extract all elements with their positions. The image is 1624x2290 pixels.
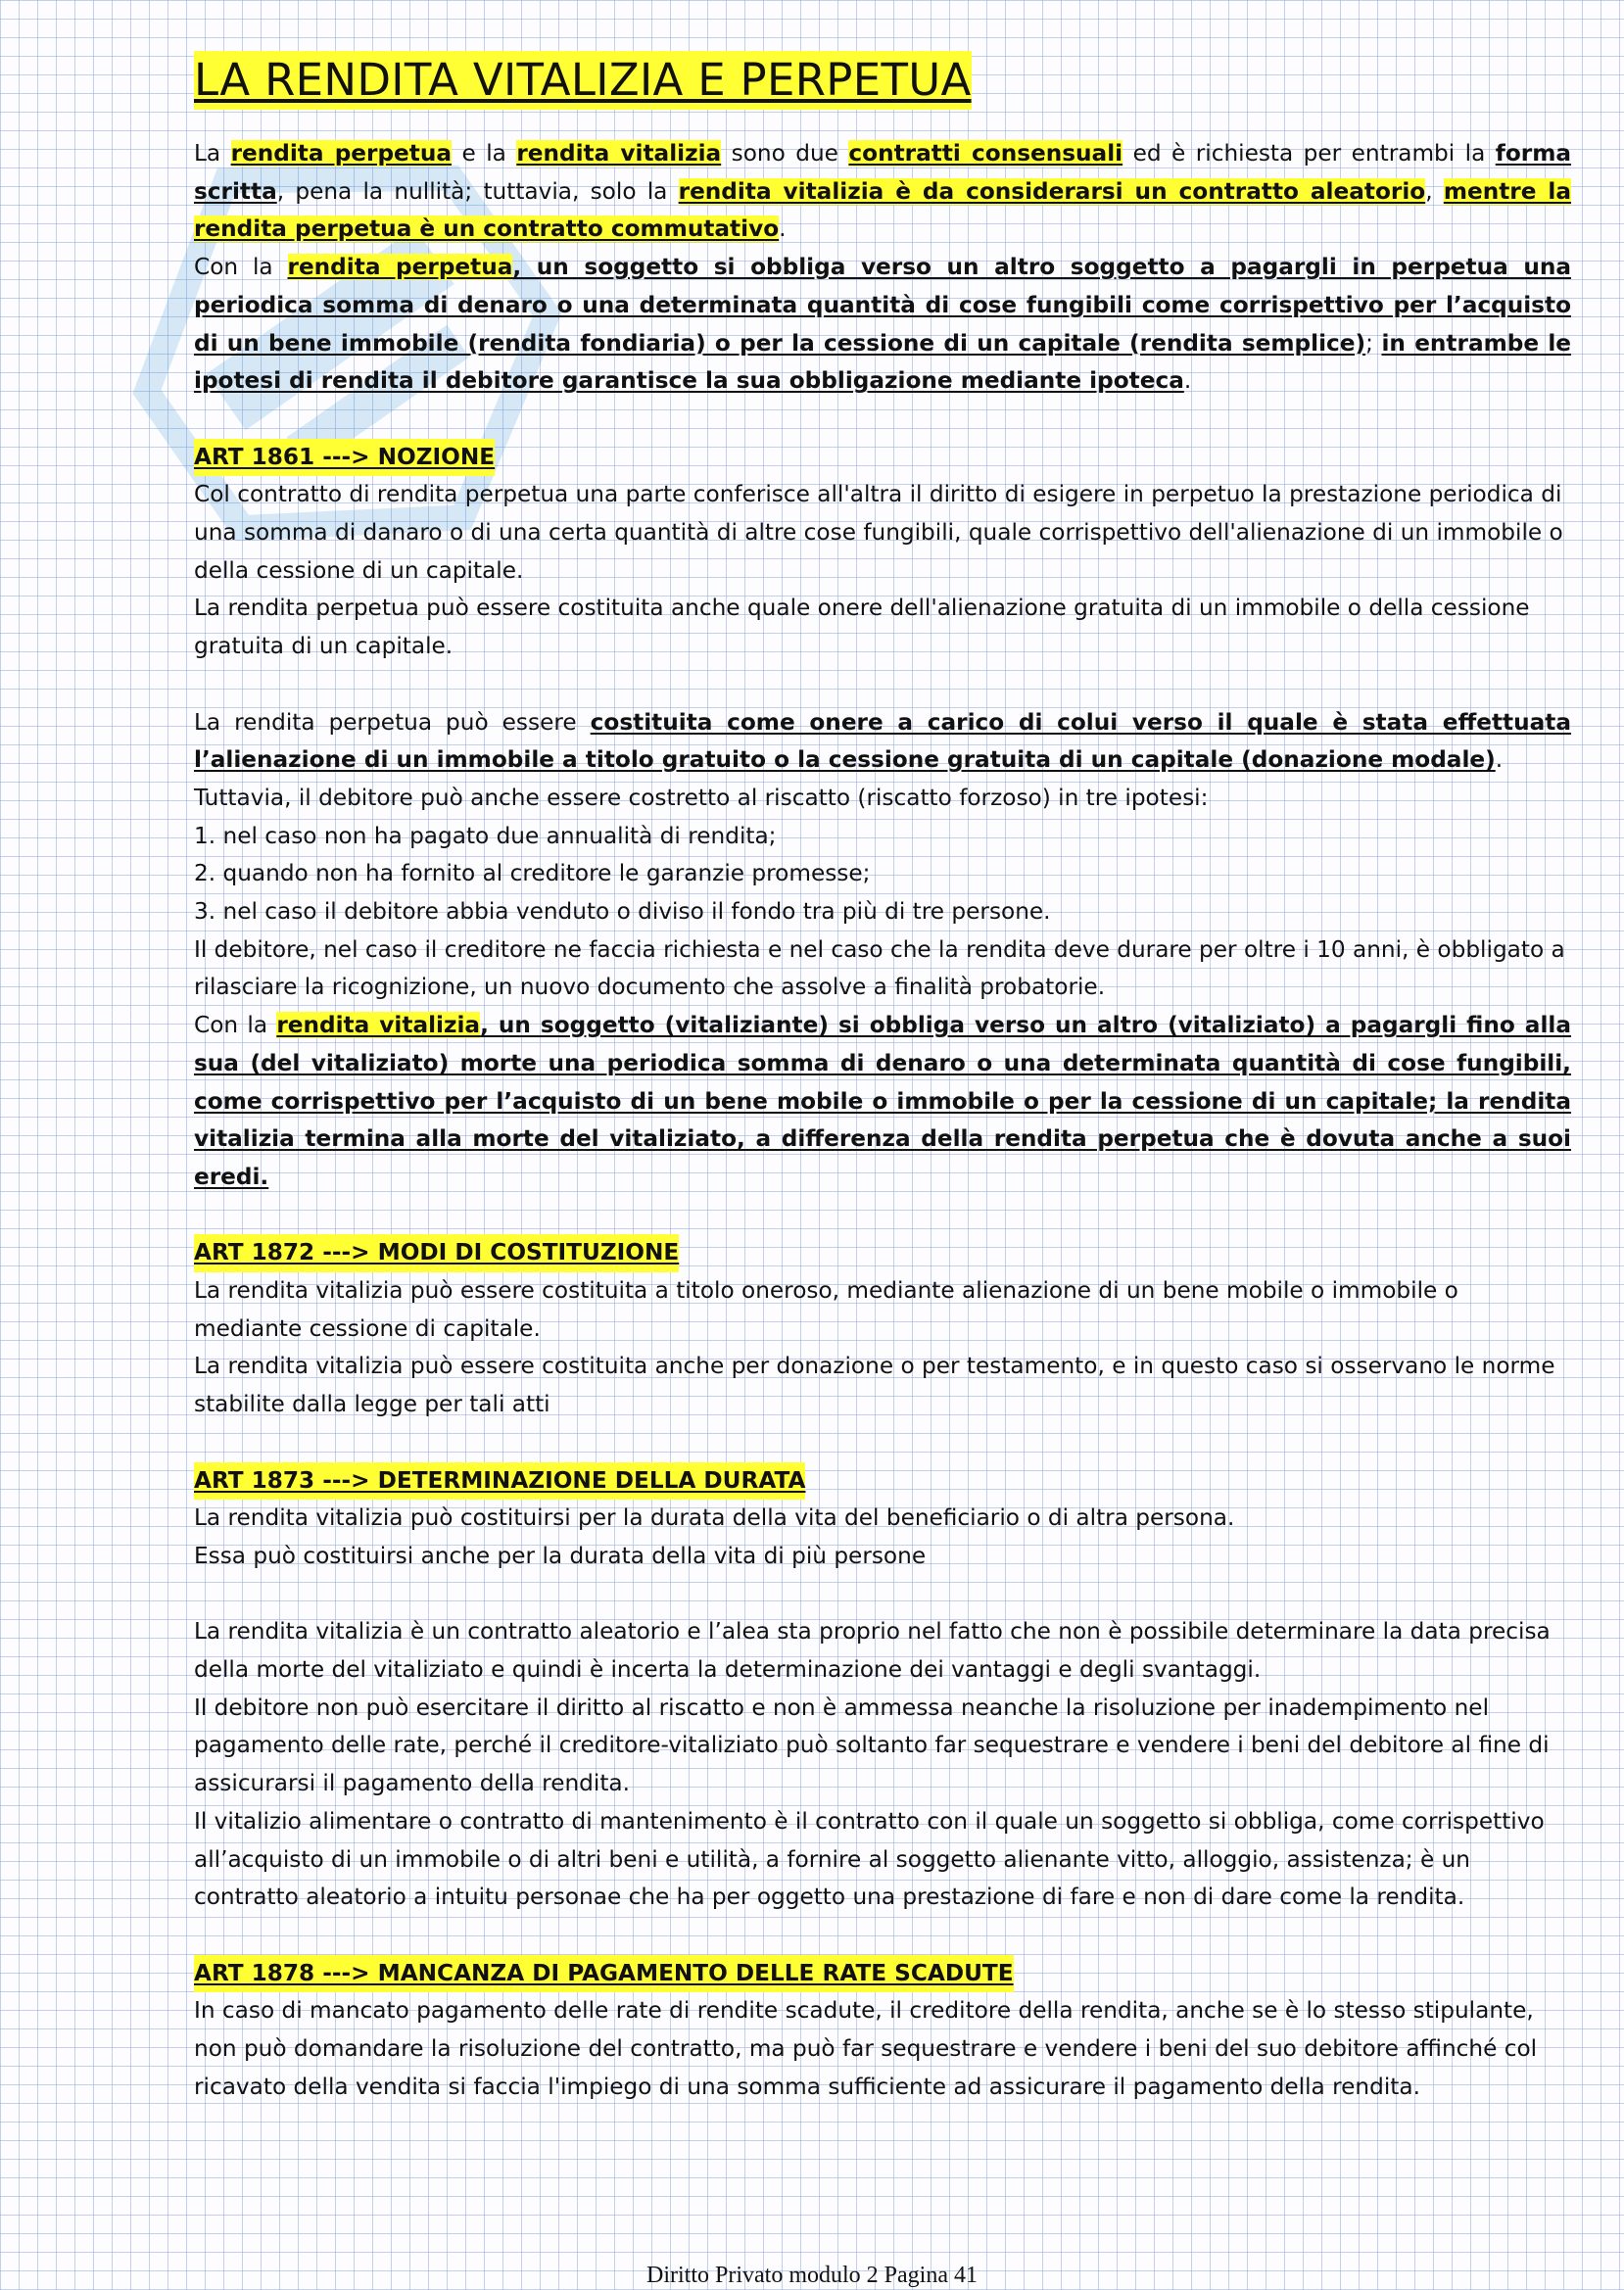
- art-1872-p2: La rendita vitalizia può essere costituita anche per donazione o per testamento, e in questo caso si osservano le norme stabilite dalla legge per tali atti: [194, 1353, 1555, 1418]
- art-1872-heading: ART 1872 ---> MODI DI COSTITUZIONE: [194, 1234, 679, 1272]
- art-1861-p1: Col contratto di rendita perpetua una parte conferisce all'altra il diritto di esigere in perpetuo la prestazione periodica di una somma di danaro o di una certa quantità di altre cose fungibili, quale corrispettivo dell'alienazione di un immobile o della cessione di un capitale.: [194, 481, 1563, 584]
- art-1873-p2: Essa può costituirsi anche per la durata della vita di più persone: [194, 1542, 927, 1569]
- vitalizia-definition: [194, 1007, 1571, 1197]
- art-1878-heading: ART 1878 ---> MANCANZA DI PAGAMENTO DELLE RATE SCADUTE: [194, 1955, 1014, 1993]
- riscatto-item-2: 2. quando non ha fornito al creditore le garanzie promesse;: [194, 860, 871, 887]
- perpetua-onere-bold: costituita come onere a carico di colui verso il quale è stata effettuata l’alienazione di un immobile a titolo gratuito o la cessione gratuita di un capitale (donazione modale): [194, 708, 1572, 774]
- aleatorio-p1: La rendita vitalizia è un contratto aleatorio e l’alea sta proprio nel fatto che non è possibile determinare la data precisa della morte del vitaliziato e quindi è incerta la determinazione dei vantaggi e degli svantaggi.: [194, 1618, 1551, 1684]
- art-1861-p2: La rendita perpetua può essere costituita anche quale onere dell'alienazione gratuita di un immobile o della cessione gratuita di un capitale.: [194, 595, 1530, 660]
- perpetua-def-bold: , un soggetto si obbliga verso un altro soggetto a pagargli in perpetua una periodica somma di denaro o una determinata quantità di cose fungibili come corrispettivo per l’acquisto di un bene immobile (rendita fondiaria) o per la cessione di un capitale (rendita semplice): [194, 254, 1572, 357]
- perpetua-onere-paragraph: [194, 704, 1571, 780]
- perpetua-def-text: .: [1183, 367, 1192, 395]
- ricognizione-paragraph: Il debitore, nel caso il creditore ne faccia richiesta e nel caso che la rendita deve durare per oltre i 10 anni, è obbligato a rilasciare la ricognizione, un nuovo documento che assolve a finalità probatorie.: [194, 935, 1565, 1001]
- term-contratto-commutativo: mentre la rendita perpetua è un contratto commutativo: [194, 177, 1571, 243]
- perpetua-onere-text: .: [1495, 746, 1504, 774]
- intro-text: .: [779, 215, 787, 243]
- vitalizia-def-bold: , un soggetto (vitaliziante) si obbliga verso un altro (vitaliziato) a pagargli fino alla sua (del vitaliziato) morte una periodica somma di denaro o una determinata quantità di cose fungibili, come corrispettivo per l’acquisto di un bene mobile o immobile o per la cessione di un capitale; la rendita vitalizia termina alla morte del vitaliziato, a differenza della rendita perpetua che è dovuta anche a suoi eredi.: [194, 1012, 1571, 1190]
- aleatorio-p2: Il debitore non può esercitare il diritto al riscatto e non è ammessa neanche la risoluzione per inadempimento nel pagamento delle rate, perché il creditore-vitaliziato può soltanto far sequestrare e vendere i beni del debitore al fine di assicurarsi il pagamento della rendita.: [194, 1694, 1550, 1797]
- art-1861-heading: ART 1861 ---> NOZIONE: [194, 439, 495, 477]
- perpetua-def-text: ;: [1365, 329, 1382, 357]
- document-body: [194, 51, 1571, 2106]
- perpetua-onere-text: La rendita perpetua può essere: [194, 708, 591, 736]
- intro-text: ,: [1425, 177, 1444, 205]
- page-title: LA RENDITA VITALIZIA E PERPETUA: [194, 51, 972, 110]
- riscatto-intro: Tuttavia, il debitore può anche essere costretto al riscatto (riscatto forzoso) in tre ipotesi:: [194, 784, 1209, 811]
- aleatorio-p3: Il vitalizio alimentare o contratto di mantenimento è il contratto con il quale un soggetto si obbliga, come corrispettivo all’acquisto di un immobile o di altri beni e utilità, a fornire al soggetto alienante vitto, alloggio, assistenza; è un contratto aleatorio a intuitu personae che ha per oggetto una prestazione di fare e non di dare come la rendita.: [194, 1807, 1545, 1911]
- intro-text: ed è richiesta per entrambi la: [1122, 140, 1496, 167]
- art-1878-p1: In caso di mancato pagamento delle rate di rendite scadute, il creditore della rendita, anche se è lo stesso stipulante, non può domandare la risoluzione del contratto, ma può far sequestrare e vendere i beni del suo debitore affinché col ricavato della vendita si faccia l'impiego di una somma sufficiente ad assicurare il pagamento della rendita.: [194, 1997, 1538, 2100]
- page-footer: Diritto Privato modulo 2 Pagina 41: [646, 2263, 978, 2288]
- intro-text: sono due: [721, 140, 849, 167]
- term-rendita-vitalizia-2: rendita vitalizia: [276, 1012, 481, 1039]
- perpetua-def-text: Con la: [194, 254, 288, 281]
- intro-paragraph: [194, 135, 1571, 249]
- term-contratti-consensuali: contratti consensuali: [848, 140, 1123, 167]
- perpetua-def-ipoteca: in entrambe le ipotesi di rendita il debitore garantisce la sua obbligazione mediante ipoteca: [194, 329, 1572, 395]
- art-1872-p1: La rendita vitalizia può essere costituita a titolo oneroso, mediante alienazione di un bene mobile o immobile o mediante cessione di capitale.: [194, 1277, 1458, 1342]
- art-1873-p1: La rendita vitalizia può costituirsi per la durata della vita del beneficiario o di altra persona.: [194, 1504, 1235, 1532]
- intro-text: , pena la nullità; tuttavia, solo la: [276, 177, 679, 205]
- term-rendita-perpetua: rendita perpetua: [230, 140, 453, 167]
- term-forma-scritta: forma scritta: [194, 140, 1572, 205]
- term-rendita-vitalizia: rendita vitalizia: [516, 140, 722, 167]
- art-1873-heading: ART 1873 ---> DETERMINAZIONE DELLA DURATA: [194, 1462, 805, 1501]
- vitalizia-def-text: Con la: [194, 1012, 277, 1039]
- term-rendita-perpetua-2: rendita perpetua: [287, 254, 513, 281]
- intro-text: La: [194, 140, 231, 167]
- intro-text: e la: [452, 140, 517, 167]
- perpetua-definition: [194, 249, 1571, 401]
- riscatto-item-3: 3. nel caso il debitore abbia venduto o diviso il fondo tra più di tre persone.: [194, 898, 1051, 926]
- term-contratto-aleatorio: rendita vitalizia è da considerarsi un contratto aleatorio: [678, 177, 1426, 205]
- riscatto-item-1: 1. nel caso non ha pagato due annualità di rendita;: [194, 822, 777, 849]
